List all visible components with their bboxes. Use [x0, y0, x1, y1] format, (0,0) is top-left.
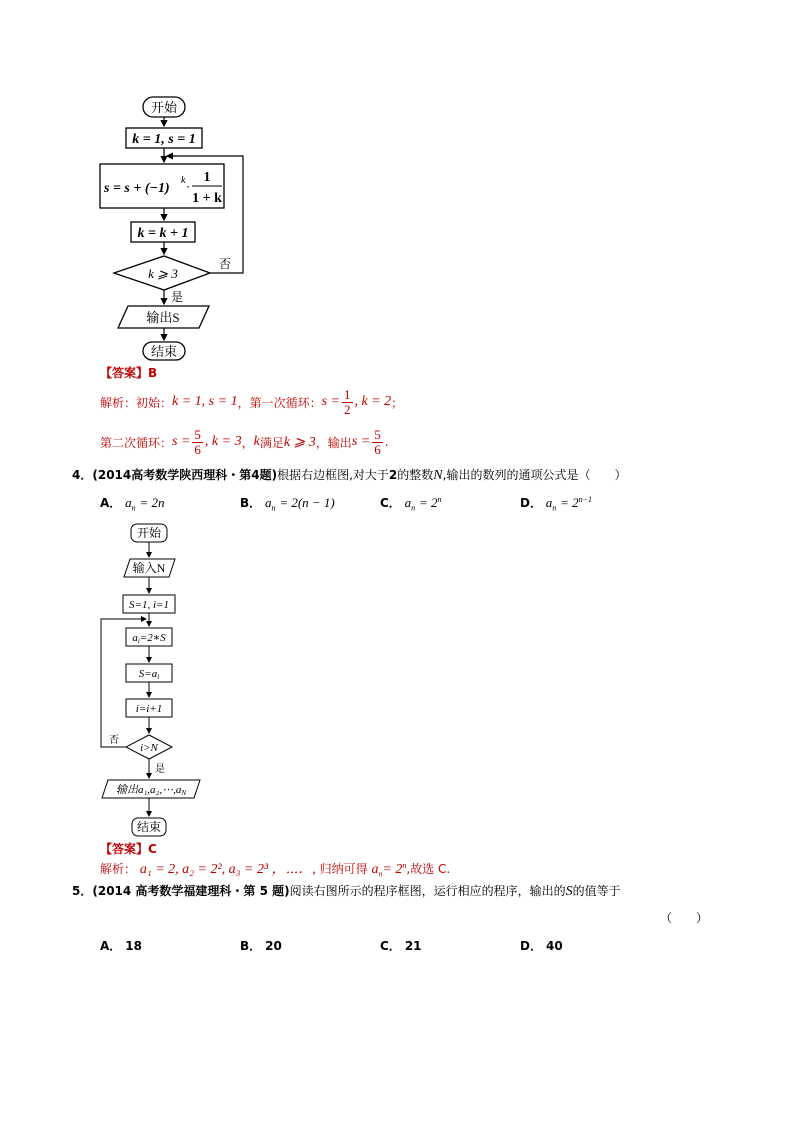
- q5-paren: （ ）: [660, 911, 709, 925]
- q4-option-c: [380, 494, 442, 512]
- init-label: k = 1, s = 1: [132, 132, 196, 147]
- a3-l2-s2: s =: [351, 434, 371, 449]
- output-label: 输出S: [146, 310, 180, 325]
- a3-l2-out: ，输出: [315, 435, 352, 450]
- answer3-line2: [100, 424, 389, 460]
- fc2-cond-label: i>N: [140, 742, 158, 754]
- flowchart-1: [95, 92, 255, 364]
- answer4-line: [100, 858, 450, 878]
- q4-number: 4．: [72, 468, 93, 482]
- fc2-output-label: 输出a₁,a₂,⋯,aN: [115, 784, 187, 797]
- q5-opt-b-label: B．: [240, 939, 262, 953]
- q4-opt-b-sub: n: [271, 503, 276, 513]
- q4-opt-d-sub: n: [552, 503, 557, 513]
- fc2-inc-label: i=i+1: [135, 703, 163, 715]
- q4-text2: 的整数: [397, 468, 434, 482]
- a3-l1-frac: [342, 388, 353, 417]
- a4-result-sub: n: [378, 869, 383, 879]
- q4-opt-a-rhs: = 2n: [139, 495, 165, 510]
- a4-end: ,故选 C.: [406, 862, 451, 876]
- fc2-yes-label: 是: [155, 764, 165, 775]
- q4-opt-a-label: A．: [100, 496, 122, 510]
- a4-result-rhs: = 2: [382, 862, 403, 877]
- q5-option-b: [240, 937, 282, 954]
- q4-option-b: [240, 494, 335, 512]
- q5-S: S: [565, 884, 573, 899]
- a4-result-a: a: [371, 862, 379, 877]
- q4-opt-b-label: B．: [240, 496, 262, 510]
- q5-option-d: [520, 937, 563, 954]
- q5-opt-c-label: C．: [380, 939, 401, 953]
- q4-N: N: [433, 468, 443, 483]
- q4-source: (2014高考数学陕西理科・第4题): [92, 468, 278, 482]
- q4-opt-c-label: C．: [380, 496, 401, 510]
- q4-opt-c-sup: n: [437, 495, 442, 504]
- fc2-assign-s-label: S=ai: [138, 668, 160, 681]
- yes-label: 是: [171, 290, 184, 304]
- a3-l2-den2: 6: [374, 441, 381, 457]
- a3-l1-init: k = 1, s = 1: [172, 394, 238, 409]
- q4-opt-c-sub: n: [411, 503, 416, 513]
- answer3-label: 【答案】B: [100, 366, 158, 380]
- q4-option-d: [520, 494, 592, 512]
- a3-l2-den: 6: [194, 441, 201, 457]
- a3-l1-mid: ，第一次循环：: [237, 395, 322, 410]
- update-s-exp: k: [181, 175, 186, 186]
- q4-opt-a-sub: n: [131, 503, 136, 513]
- q5-opt-d-label: D．: [520, 939, 542, 953]
- q4-two: 2: [388, 468, 398, 482]
- fc2-start-label: 开始: [136, 526, 162, 540]
- fc2-no-label: 否: [109, 735, 119, 746]
- a3-l1-k: , k = 2: [354, 394, 392, 409]
- fc2-init-label: S=1, i=1: [129, 599, 169, 611]
- fc2-end-label: 结束: [136, 820, 162, 834]
- frac-den: 1 + k: [192, 191, 222, 206]
- a3-l2-prefix: 第二次循环：: [100, 435, 173, 450]
- a4-result-sup: n: [402, 861, 407, 870]
- frac-num: 1: [203, 170, 211, 185]
- fc2-input-label: 输入N: [132, 561, 166, 575]
- a3-l2-frac2: [372, 428, 383, 457]
- answer3-line1: [100, 384, 403, 420]
- a3-l2-s: s =: [172, 434, 191, 449]
- a3-l2-mid: ，: [241, 435, 254, 450]
- q4-opt-d-rhs: = 2: [560, 495, 579, 510]
- a3-l2-cond2: 满足: [259, 435, 284, 450]
- update-k-label: k = k + 1: [137, 226, 189, 241]
- q4-opt-c-expr: a: [404, 495, 412, 510]
- start-label: 开始: [150, 100, 178, 115]
- a3-l2-k: , k = 3: [204, 434, 242, 449]
- q4-opt-c-rhs: = 2: [418, 495, 438, 510]
- q5-opt-c-value: 21: [404, 939, 422, 953]
- q4-opt-d-label: D．: [520, 496, 542, 510]
- q5-option-a: [100, 937, 142, 954]
- update-s-dot: ·: [186, 179, 191, 194]
- end-label: 结束: [150, 344, 178, 359]
- a4-mid: 归纳可得: [319, 862, 368, 876]
- a3-l2-cond3: k ⩾ 3: [283, 434, 316, 450]
- q4-option-a: [100, 494, 164, 512]
- a3-l1-den: 2: [344, 401, 351, 417]
- q5-text: 阅读右图所示的程序框图，运行相应的程序，输出的: [289, 884, 566, 898]
- update-s-lhs: s = s + (−1): [104, 181, 170, 196]
- fc2-assign-a-label: ai=2∗S: [132, 632, 166, 645]
- q5-option-c: [380, 937, 422, 954]
- a3-l2-end: .: [384, 435, 389, 449]
- q5-opt-a-value: 18: [125, 939, 142, 953]
- a4-prefix: 解析：: [100, 862, 137, 876]
- q5-text2: 的值等于: [572, 884, 621, 898]
- q4-text3: ,输出的数列的通项公式是（ ）: [442, 468, 627, 482]
- a3-l1-end: ；: [391, 395, 404, 410]
- q4-opt-d-expr: a: [545, 495, 553, 510]
- q4-opt-d-sup: n−1: [578, 495, 593, 504]
- q5-opt-b-value: 20: [265, 939, 282, 953]
- q5-opt-d-value: 40: [545, 939, 563, 953]
- a3-l2-num2: 5: [374, 426, 381, 442]
- q4-stem: [72, 466, 626, 484]
- q4-opt-a-expr: a: [125, 495, 132, 510]
- a3-l1-s: s =: [321, 394, 340, 409]
- a3-l2-num: 5: [194, 426, 201, 442]
- q4-text1: 根据右边框图,对大于: [277, 468, 389, 482]
- q5-opt-a-label: A．: [100, 939, 122, 953]
- no-label: 否: [219, 257, 232, 271]
- a3-l2-frac: [192, 428, 203, 457]
- q5-stem: [72, 882, 621, 900]
- a3-l1-prefix: 解析：初始：: [100, 395, 173, 410]
- a3-l2-cond: k: [253, 434, 260, 449]
- q5-source: (2014 高考数学福建理科・第 5 题): [92, 884, 290, 898]
- answer4-label: 【答案】C: [100, 842, 157, 856]
- a3-l1-num: 1: [344, 386, 351, 402]
- q4-opt-b-rhs: = 2(n − 1): [279, 495, 335, 510]
- q4-opt-b-expr: a: [264, 495, 272, 510]
- q5-number: 5．: [72, 884, 93, 898]
- cond-label: k ⩾ 3: [148, 266, 178, 281]
- flowchart-2: [95, 520, 205, 840]
- a4-expr: a₁ = 2, a₂ = 2², a₃ = 2³ ，⋯．,: [139, 862, 316, 877]
